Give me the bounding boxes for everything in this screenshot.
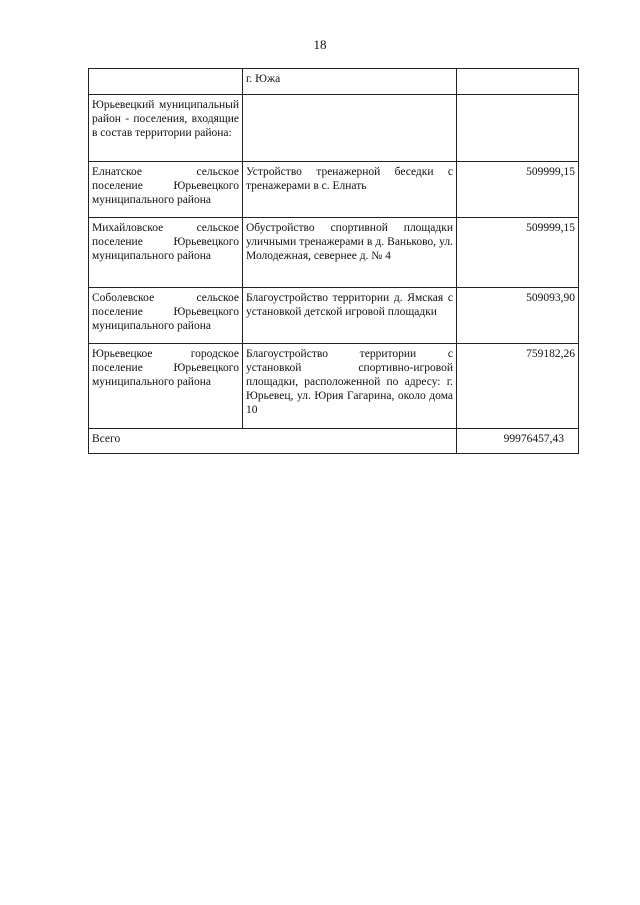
description-cell <box>243 95 457 162</box>
recipient-cell: Елнатское сельское поселение Юрьевецкого муниципального района <box>89 162 243 218</box>
amount-cell: 509999,15 <box>457 162 579 218</box>
amount-cell: 509999,15 <box>457 218 579 288</box>
table-row <box>89 69 579 95</box>
amount-cell: 509093,90 <box>457 288 579 344</box>
table-row <box>89 162 579 218</box>
description-cell: г. Южа <box>243 69 457 95</box>
table-row <box>89 218 579 288</box>
total-label: Всего <box>89 429 457 454</box>
amount-cell: 759182,26 <box>457 344 579 429</box>
total-amount: 99976457,43 <box>457 429 579 454</box>
description-cell: Благоустройство территории д. Ямская с установкой детской игровой площадки <box>243 288 457 344</box>
recipient-cell <box>89 69 243 95</box>
page-number: 18 <box>313 37 327 52</box>
appropriation-table <box>88 68 579 454</box>
table-row <box>89 95 579 162</box>
description-cell: Благоустройство территории с установкой спортивно-игровой площадки, расположенной по адресу: г. Юрьевец, ул. Юрия Гагарина, около дома 10 <box>243 344 457 429</box>
table-row <box>89 288 579 344</box>
recipient-cell: Соболевское сельское поселение Юрьевецкого муниципального района <box>89 288 243 344</box>
total-row <box>89 429 579 454</box>
amount-cell <box>457 69 579 95</box>
description-cell: Обустройство спортивной площадки уличными тренажерами в д. Ваньково, ул. Молодежная, севернее д. № 4 <box>243 218 457 288</box>
recipient-cell: Юрьевецкое городское поселение Юрьевецкого муниципального района <box>89 344 243 429</box>
table-row <box>89 344 579 429</box>
recipient-cell: Михайловское сельское поселение Юрьевецкого муниципального района <box>89 218 243 288</box>
description-cell: Устройство тренажерной беседки с тренажерами в с. Елнать <box>243 162 457 218</box>
amount-cell <box>457 95 579 162</box>
recipient-cell: Юрьевецкий муниципальный район - поселения, входящие в состав территории района: <box>89 95 243 162</box>
